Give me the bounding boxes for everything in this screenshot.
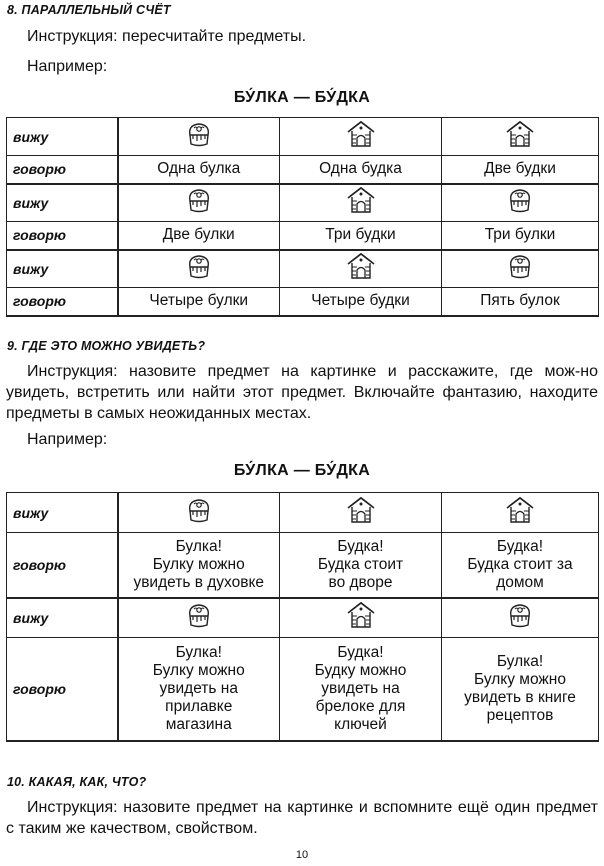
- answer-line: Булку можно: [474, 670, 566, 688]
- picture-cell: [118, 598, 280, 638]
- picture-cell: [280, 250, 442, 288]
- table-row: [7, 250, 599, 288]
- doghouse-icon: [345, 495, 377, 530]
- bun-icon: [505, 252, 535, 285]
- answer-line: ключей: [334, 715, 387, 733]
- row-label: вижу: [7, 493, 118, 533]
- answer-line: рецептов: [486, 706, 554, 724]
- row-label: говорю: [7, 222, 118, 250]
- answer-cell: [118, 533, 280, 598]
- answer-cell: Две будки: [442, 156, 599, 184]
- section-9-title: 9. ГДЕ ЭТО МОЖНО УВИДЕТЬ?: [7, 339, 206, 353]
- answer-line: Будку можно: [314, 661, 407, 679]
- table-row: [7, 493, 599, 533]
- answer-line: Будка!: [337, 643, 384, 661]
- answer-cell: Три будки: [280, 222, 442, 250]
- picture-cell: [442, 493, 599, 533]
- picture-cell: [280, 493, 442, 533]
- doghouse-icon: [345, 600, 377, 635]
- section-10-title: 10. КАКАЯ, КАК, ЧТО?: [7, 775, 147, 789]
- row-label: говорю: [7, 638, 118, 741]
- doghouse-icon: [345, 251, 377, 286]
- picture-cell: [280, 184, 442, 222]
- section-8-example-label: Например:: [27, 58, 108, 75]
- table-row: [7, 184, 599, 222]
- answer-cell: Четыре будки: [280, 288, 442, 316]
- answer-line: прилавке: [165, 697, 233, 715]
- answer-line: увидеть в книге: [464, 688, 576, 706]
- answer-cell: Три булки: [442, 222, 599, 250]
- answer-line: Будка стоит за: [467, 555, 573, 573]
- section-8-pair-title: БУ́ЛКА — БУ́ДКА: [233, 89, 371, 106]
- picture-cell: [442, 250, 599, 288]
- table-row: [7, 288, 599, 316]
- answer-cell: Пять булок: [442, 288, 599, 316]
- doghouse-icon: [345, 119, 377, 154]
- row-label: вижу: [7, 118, 118, 156]
- answer-line: Будка стоит: [317, 555, 404, 573]
- bun-icon: [184, 496, 214, 529]
- section-8-table: [6, 117, 599, 317]
- bun-icon: [184, 601, 214, 634]
- answer-cell: [442, 533, 599, 598]
- bun-icon: [184, 120, 214, 153]
- answer-cell: [442, 638, 599, 741]
- section-9-table: [6, 492, 599, 742]
- section-9-instruction: Инструкция: назовите предмет на картинке и расскажите, где мож-но увидеть, встретить или найти этот предмет. Включайте фантазию, находите предметы в самых неожиданных местах.: [6, 363, 598, 422]
- answer-cell: Одна будка: [280, 156, 442, 184]
- section-8-title: 8. ПАРАЛЛЕЛЬНЫЙ СЧЁТ: [7, 3, 171, 17]
- answer-cell: [280, 533, 442, 598]
- table-row: [7, 156, 599, 184]
- picture-cell: [118, 493, 280, 533]
- row-label: вижу: [7, 250, 118, 288]
- bun-icon: [184, 186, 214, 219]
- section-10-instruction: Инструкция: назовите предмет на картинке и вспомните ещё один предмет с таким же качеством, свойством.: [6, 799, 598, 837]
- picture-cell: [118, 250, 280, 288]
- doghouse-icon: [504, 119, 536, 154]
- picture-cell: [118, 118, 280, 156]
- answer-line: домом: [496, 573, 544, 591]
- answer-line: увидеть на: [159, 679, 238, 697]
- picture-cell: [118, 184, 280, 222]
- row-label: вижу: [7, 598, 118, 638]
- answer-cell: [118, 638, 280, 741]
- picture-cell: [442, 184, 599, 222]
- answer-line: во дворе: [328, 573, 393, 591]
- section-9-example-label: Например:: [27, 431, 108, 448]
- answer-line: увидеть в духовке: [133, 573, 265, 591]
- table-row: [7, 222, 599, 250]
- answer-line: Будка!: [337, 537, 384, 555]
- table-row: [7, 118, 599, 156]
- picture-cell: [280, 118, 442, 156]
- answer-cell: Две булки: [118, 222, 280, 250]
- doghouse-icon: [345, 185, 377, 220]
- table-row: [7, 533, 599, 598]
- answer-line: Булка!: [175, 643, 222, 661]
- answer-line: Булка!: [496, 652, 544, 670]
- table-row: [7, 598, 599, 638]
- row-label: вижу: [7, 184, 118, 222]
- answer-line: Булку можно: [152, 555, 245, 573]
- picture-cell: [442, 118, 599, 156]
- bun-icon: [505, 186, 535, 219]
- bun-icon: [505, 601, 535, 634]
- table-row: [7, 638, 599, 741]
- answer-line: Булку можно: [152, 661, 245, 679]
- row-label: говорю: [7, 156, 118, 184]
- answer-line: магазина: [165, 715, 232, 733]
- answer-line: брелоке для: [315, 697, 406, 715]
- page-number: 10: [295, 849, 309, 861]
- answer-cell: [280, 638, 442, 741]
- answer-cell: Одна булка: [118, 156, 280, 184]
- answer-line: Будка!: [496, 537, 544, 555]
- section-9-pair-title: БУ́ЛКА — БУ́ДКА: [233, 462, 371, 479]
- picture-cell: [442, 598, 599, 638]
- row-label: говорю: [7, 533, 118, 598]
- answer-cell: Четыре булки: [118, 288, 280, 316]
- answer-line: Булка!: [175, 537, 222, 555]
- answer-line: увидеть на: [321, 679, 400, 697]
- section-8-instruction: Инструкция: пересчитайте предметы.: [27, 28, 307, 45]
- row-label: говорю: [7, 288, 118, 316]
- bun-icon: [184, 252, 214, 285]
- doghouse-icon: [504, 495, 536, 530]
- picture-cell: [280, 598, 442, 638]
